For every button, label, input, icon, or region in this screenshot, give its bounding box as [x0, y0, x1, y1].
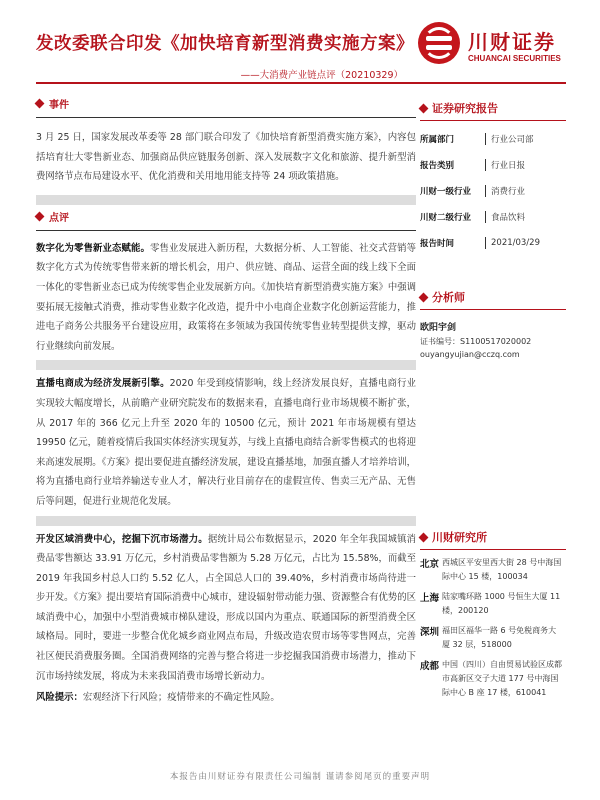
diamond-bullet-icon — [419, 103, 429, 113]
analyst-cert: 证书编号：S1100517020002 — [420, 337, 532, 346]
report-meta-row — [420, 157, 566, 173]
main-content — [36, 90, 416, 708]
section-separator-bar — [36, 516, 416, 526]
report-meta-list — [420, 131, 566, 251]
comment-paragraph-1: 数字化为零售新业态赋能。零售业发展进入新历程，大数据分析、人工智能、社交式营销等数字化方式为传统零售带来新的增长机会，用户、供应链、商品、运营全面的线上线下全面一体化的零售新业态已成为传统零售企业发展新方向。《加快培育新型消费实施方案》中强调要拓展无接触式消费，推动零售业数字化改造，提升中小电商企业数字化创新运营能力，推进电子商务公共服务平台建设应用，政策将在多领域为我国传统零售业转型提供支撑，驱动行业继续向前发展。 — [36, 242, 416, 352]
meta-value: 食品饮料 — [491, 213, 526, 223]
header-divider — [36, 82, 566, 84]
meta-value: 行业公司部 — [491, 135, 534, 145]
institute-heading: 川财研究所 — [420, 529, 566, 545]
meta-key: 报告时间 — [420, 239, 455, 249]
sidebar-divider — [420, 549, 566, 550]
office-location — [420, 556, 566, 584]
report-info-heading: 证券研究报告 — [420, 100, 566, 116]
section-separator-bar — [36, 360, 416, 370]
event-text: 3 月 25 日，国家发展改革委等 28 部门联合印发了《加快培育新型消费实施方案》，内容包括培育壮大零售新业态、加强商品供应链服务创新、深入发展数字文化和旅游、提升新型消费网络节点布局建设水平、优化消费和关用地用能支持等 24 项政策措施。 — [36, 132, 416, 183]
meta-key: 报告类别 — [420, 161, 455, 171]
sidebar — [420, 100, 566, 700]
report-meta-row — [420, 183, 566, 199]
office-address: 西城区平安里西大街 28 号中海国际中心 15 楼，100034 — [442, 558, 562, 581]
office-city: 深圳 — [420, 627, 440, 638]
diamond-bullet-icon — [419, 532, 429, 542]
meta-separator — [485, 133, 486, 145]
diamond-bullet-icon — [35, 211, 45, 221]
meta-value: 2021/03/29 — [491, 238, 540, 248]
office-address: 陆家嘴环路 1000 号恒生大厦 11 楼，200120 — [442, 592, 561, 615]
office-location — [420, 658, 566, 700]
comment-heading: 点评 — [36, 209, 416, 224]
office-city: 上海 — [420, 593, 440, 604]
analyst-email[interactable]: ouyangyujian@cczq.com — [420, 350, 520, 359]
company-logo — [418, 22, 568, 72]
logo-name-en: CHUANCAI SECURITIES — [468, 54, 561, 63]
office-city: 成都 — [420, 661, 440, 672]
office-address: 福田区福华一路 6 号免税商务大厦 32 层，518000 — [442, 626, 557, 649]
analyst-name: 欧阳宇剑 — [420, 323, 457, 333]
meta-value: 行业日报 — [491, 161, 526, 171]
analyst-heading: 分析师 — [420, 289, 566, 305]
sidebar-divider — [420, 309, 566, 310]
section-divider — [36, 117, 416, 118]
meta-value: 消费行业 — [491, 187, 526, 197]
meta-key: 所属部门 — [420, 135, 455, 145]
report-subtitle: ——大消费产业链点评（20210329） — [240, 70, 403, 81]
office-location — [420, 590, 566, 618]
meta-separator — [485, 159, 486, 171]
meta-key: 川财一级行业 — [420, 187, 472, 197]
meta-key: 川财二级行业 — [420, 213, 472, 223]
report-meta-row — [420, 235, 566, 251]
meta-separator — [485, 237, 486, 249]
office-city: 北京 — [420, 559, 440, 570]
office-address: 中国（四川）自由贸易试验区成都市高新区交子大道 177 号中海国际中心 B 座 17 楼，610041 — [442, 660, 562, 697]
event-heading: 事件 — [36, 96, 416, 111]
report-title: 发改委联合印发《加快培育新型消费实施方案》 — [36, 34, 414, 54]
comment-paragraph-3: 开发区域消费中心，挖掘下沉市场潜力。据统计局公布数据显示，2020 年全年我国城镇消费品零售额达 33.91 万亿元，乡村消费品零售额为 5.28 万亿元，占比为 15.58%，而截至 2019 年我国乡村总人口约 5.52 亿人，占全国总人口的 39.40%，乡村消费市场尚待进一步开发。《方案》提出要培育国际消费中心城市，建设辐射带动能力强、资源整合有优势的区域消费中心，加强中小型消费城市梯队建设，形成以国内为重点、联通国际的新型消费全区域格局。同时，要进一步整合优化城乡商业网点布局，升级改造农贸市场等零售网点，完善社区便民消费服务圈。全国消费网络的完善与整合将进一步挖掘我国消费市场潜力，推动下沉市场持续发展，将成为未来我国消费市场增长新动力。 — [36, 533, 416, 682]
logo-name-cn: 川财证券 — [468, 30, 556, 54]
section-divider — [36, 230, 416, 231]
page-footer: 本报告由川财证券有限责任公司编制 谨请参阅尾页的重要声明 — [169, 772, 431, 782]
office-locations — [420, 556, 566, 700]
section-separator-bar — [36, 195, 416, 205]
meta-separator — [485, 211, 486, 223]
logo-mark-icon — [418, 22, 460, 64]
diamond-bullet-icon — [35, 99, 45, 109]
comment-paragraph-2: 直播电商成为经济发展新引擎。2020 年受到疫情影响，线上经济发展良好，直播电商行业实现较大幅度增长，从前瞻产业研究院发布的数据来看，直播电商行业市场规模不断扩张，从 2017 年的 366 亿元上升至 2020 年的 10500 亿元，预计 2021 年市场规模有望达 19950 亿元，随着疫情后我国实体经济实现复苏，与线上直播电商结合新零售模式的也将迎来高速发展期。《方案》提出要促进直播经济发展，建设直播基地，加强直播人才培养培训，将为直播电商行业培养输送专业人才，解决行业目前存在的虚假宣传、售卖三无产品、无售后等问题，促进行业规范化发展。 — [36, 378, 416, 507]
meta-separator — [485, 185, 486, 197]
report-meta-row — [420, 209, 566, 225]
sidebar-divider — [420, 120, 566, 121]
risk-warning: 风险提示：宏观经济下行风险；疫情带来的不确定性风险。 — [36, 692, 280, 704]
office-location — [420, 624, 566, 652]
report-meta-row — [420, 131, 566, 147]
diamond-bullet-icon — [419, 292, 429, 302]
